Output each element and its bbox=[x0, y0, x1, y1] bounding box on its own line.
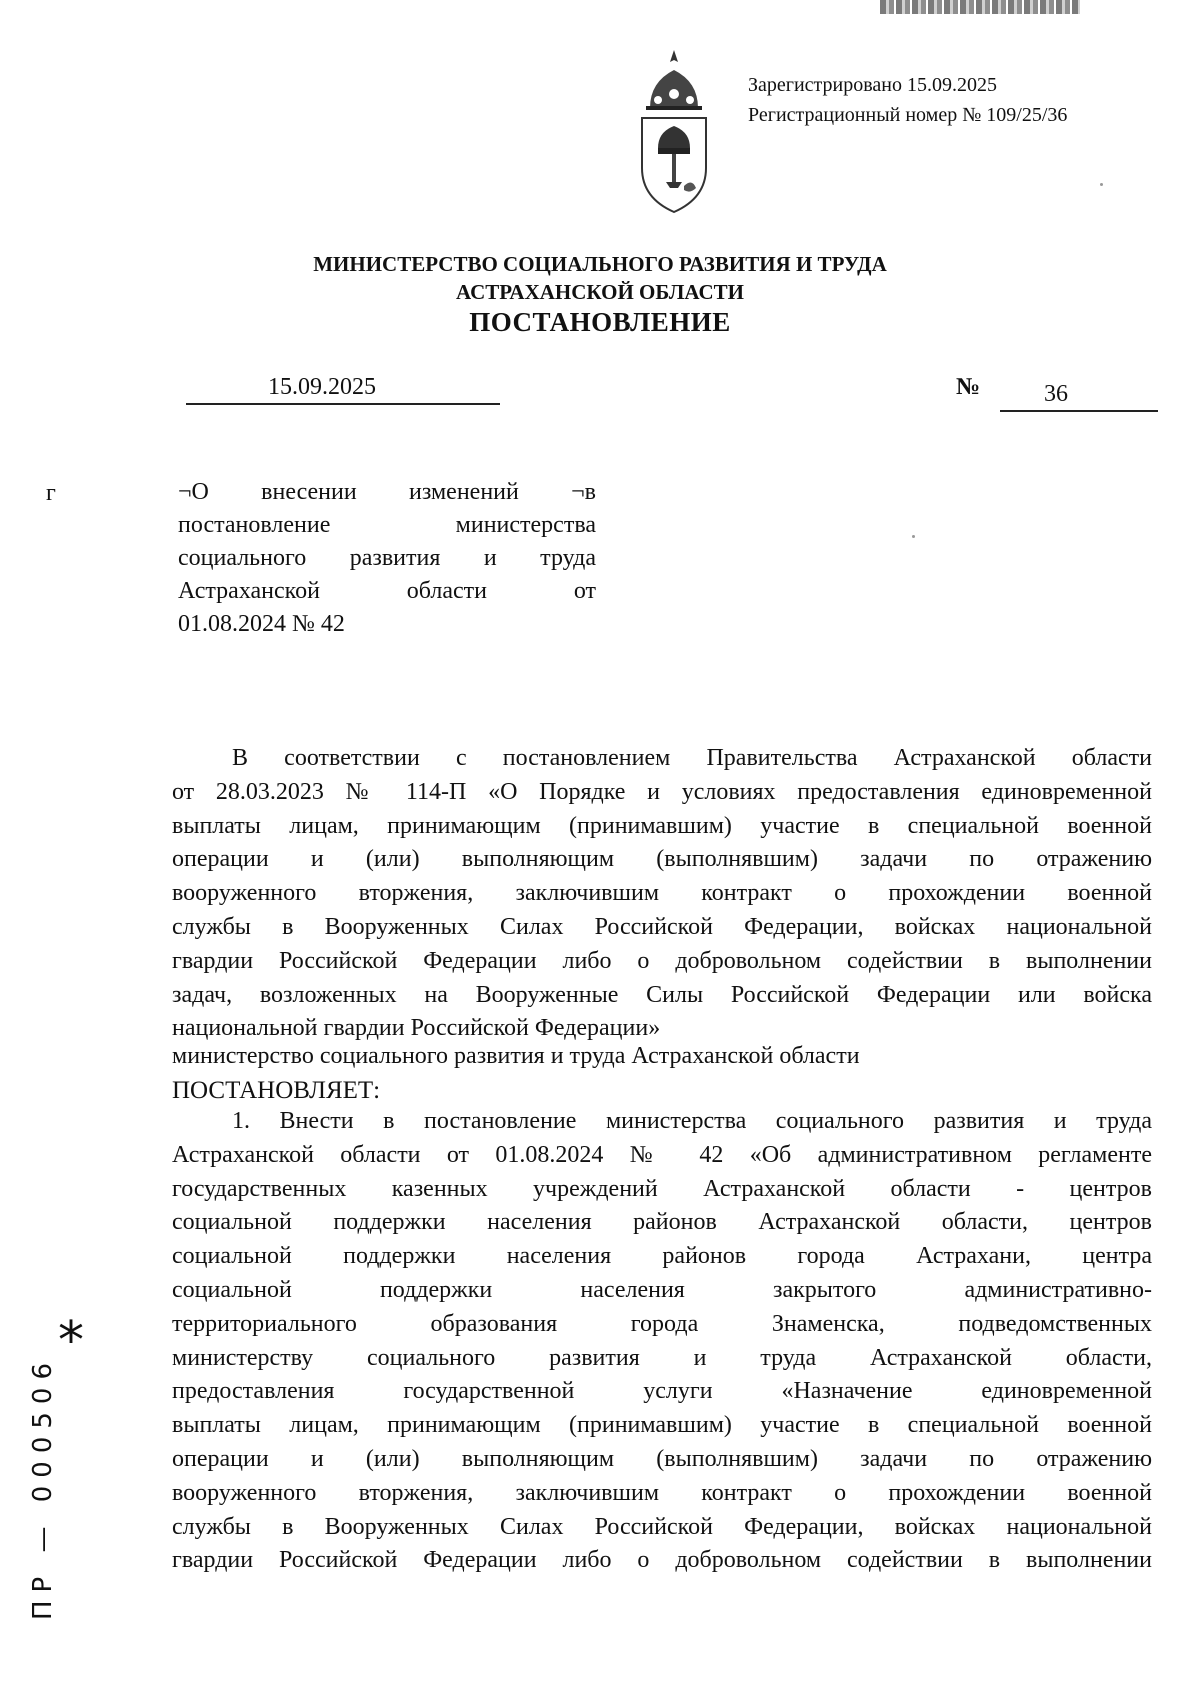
item-1-line: территориального образования города Знаменска, подведомственных bbox=[172, 1310, 1152, 1337]
item-1-line: государственных казенных учреждений Астраханской области - центров bbox=[172, 1175, 1152, 1202]
scan-speck bbox=[912, 535, 915, 538]
item-1-line: Астраханской области от 01.08.2024 № 42 «Об административном регламенте bbox=[172, 1141, 1152, 1168]
decree-word: ПОСТАНОВЛЯЕТ: bbox=[172, 1077, 381, 1104]
asterisk-icon: * bbox=[58, 1311, 84, 1371]
item-1-line: вооруженного вторжения, заключившим контракт о прохождении военной bbox=[172, 1479, 1152, 1506]
preamble-line: В соответствии с постановлением Правительства Астраханской области bbox=[232, 745, 1152, 771]
item-1-line: социальной поддержки населения районов города Астрахани, центра bbox=[172, 1243, 1152, 1270]
preamble-line: гвардии Российской Федерации либо о добровольном содействии в выполнении bbox=[172, 947, 1152, 974]
subject-line: социального развития и труда bbox=[178, 545, 596, 571]
item-1-paragraph bbox=[172, 1105, 1152, 1578]
document-date: 15.09.2025 bbox=[268, 374, 376, 400]
document-number: 36 bbox=[1044, 381, 1068, 407]
preamble-line: задач, возложенных на Вооруженные Силы Российской Федерации или войска bbox=[172, 981, 1152, 1008]
item-1-line: 1. Внести в постановление министерства социального развития и труда bbox=[232, 1108, 1152, 1134]
item-1-line: министерству социального развития и труда Астраханской области, bbox=[172, 1344, 1152, 1371]
scan-speck bbox=[1100, 183, 1103, 186]
item-1-line: выплаты лицам, принимающим (принимавшим) участие в специальной военной bbox=[172, 1412, 1152, 1439]
document-subject bbox=[178, 476, 596, 641]
item-1-line: операции и (или) выполняющим (выполнявшим) задачи по отражению bbox=[172, 1445, 1152, 1472]
preamble-paragraph bbox=[172, 742, 1152, 1046]
side-registry-code: ПР — 000506 bbox=[28, 1354, 58, 1620]
preamble-line: от 28.03.2023 № 114-П «О Порядке и условиях предоставления единовременной bbox=[172, 778, 1152, 805]
corner-bracket-mark: г bbox=[46, 480, 56, 506]
ministry-line: министерство социального развития и труда Астраханской области bbox=[172, 1043, 860, 1069]
item-1-line: социальной поддержки населения закрытого административно- bbox=[172, 1276, 1152, 1303]
subject-line: Астраханской области от bbox=[178, 578, 596, 604]
registered-date: Зарегистрировано 15.09.2025 bbox=[748, 74, 998, 96]
subject-line: постановление министерства bbox=[178, 512, 596, 538]
number-underline bbox=[1000, 410, 1158, 412]
ministry-name: МИНИСТЕРСТВО СОЦИАЛЬНОГО РАЗВИТИЯ И ТРУДА bbox=[313, 252, 887, 276]
preamble-line: вооруженного вторжения, заключившим контракт о прохождении военной bbox=[172, 880, 1152, 907]
number-label: № bbox=[956, 374, 981, 400]
preamble-line: национальной гвардии Российской Федерации» bbox=[172, 1015, 661, 1042]
subject-line: 01.08.2024 № 42 bbox=[178, 611, 345, 637]
scan-top-mark bbox=[880, 0, 1080, 14]
document-type: ПОСТАНОВЛЕНИЕ bbox=[469, 307, 731, 337]
item-1-line: гвардии Российской Федерации либо о добровольном содействии в выполнении bbox=[172, 1547, 1152, 1574]
region-name: АСТРАХАНСКОЙ ОБЛАСТИ bbox=[455, 280, 745, 304]
preamble-line: операции и (или) выполняющим (выполнявшим) задачи по отражению bbox=[172, 846, 1152, 873]
coat-of-arms-icon bbox=[636, 48, 712, 216]
subject-line: ¬О внесении изменений ¬в bbox=[178, 479, 596, 505]
registration-number: Регистрационный номер № 109/25/36 bbox=[748, 104, 1068, 126]
item-1-line: предоставления государственной услуги «Назначение единовременной bbox=[172, 1378, 1152, 1405]
preamble-line: службы в Вооруженных Силах Российской Федерации, войсках национальной bbox=[172, 913, 1152, 940]
item-1-line: службы в Вооруженных Силах Российской Федерации, войсках национальной bbox=[172, 1513, 1152, 1540]
preamble-line: выплаты лицам, принимающим (принимавшим) участие в специальной военной bbox=[172, 812, 1152, 839]
item-1-line: социальной поддержки населения районов Астраханской области, центров bbox=[172, 1209, 1152, 1236]
date-underline bbox=[186, 403, 500, 405]
registration-block bbox=[748, 70, 1067, 130]
